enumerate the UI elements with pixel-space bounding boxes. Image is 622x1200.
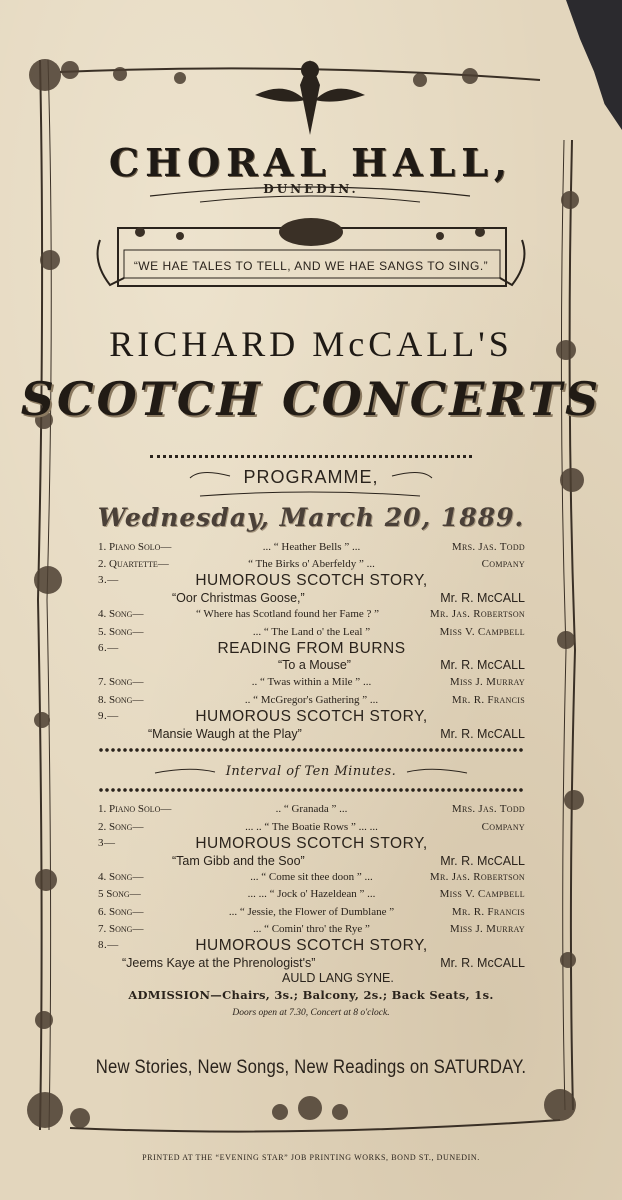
door-times: Doors open at 7.30, Concert at 8 o'clock. bbox=[232, 1008, 390, 1018]
item-performer: Mrs. Jas. Todd bbox=[451, 541, 525, 553]
item-performer: Miss J. Murray bbox=[449, 923, 525, 935]
item-title: ... “ Jessie, the Flower of Dumblane ” bbox=[228, 906, 395, 918]
programme-item bbox=[98, 803, 525, 819]
item-performer: Mr. R. Francis bbox=[451, 906, 525, 918]
item-title: ... “ Come sit thee doon ” ... bbox=[250, 871, 373, 883]
item-title: .. “ Granada ” ... bbox=[275, 803, 348, 815]
item-title: ... ... “ Jock o' Hazeldean ” ... bbox=[247, 888, 376, 900]
programme-item bbox=[98, 541, 525, 557]
programme-item bbox=[98, 871, 525, 887]
story-performer: Mr. R. McCALL bbox=[440, 854, 525, 868]
item-performer: Mr. R. Francis bbox=[451, 694, 525, 706]
saturday-announcement: New Stories, New Songs, New Readings on SATURDAY. bbox=[95, 1057, 527, 1078]
beaded-divider bbox=[98, 747, 525, 753]
item-number: 4. Song— bbox=[98, 871, 144, 883]
item-number: 8. Song— bbox=[98, 694, 144, 706]
heading-text: HUMOROUS SCOTCH STORY, bbox=[195, 572, 428, 589]
item-title: ... “ The Land o' the Leal ” bbox=[252, 626, 371, 638]
beaded-divider bbox=[98, 787, 525, 793]
story-performer: Mr. R. McCALL bbox=[440, 591, 525, 605]
item-number: 2. Quartette— bbox=[98, 558, 169, 570]
item-title: “ Where has Scotland found her Fame ? ” bbox=[195, 608, 380, 620]
heading-text: HUMOROUS SCOTCH STORY, bbox=[195, 937, 428, 954]
concert-date: Wednesday, March 20, 1889. bbox=[97, 503, 525, 532]
item-number: 9.— bbox=[98, 710, 119, 722]
programme-item bbox=[98, 608, 525, 624]
story-performer: Mr. R. McCALL bbox=[440, 658, 525, 672]
story-item bbox=[98, 591, 525, 607]
admission-prices: ADMISSION—Chairs, 3s.; Balcony, 2s.; Back Seats, 1s. bbox=[128, 988, 494, 1002]
story-item bbox=[98, 727, 525, 743]
item-performer: Company bbox=[481, 558, 525, 570]
item-performer: Mr. Jas. Robertson bbox=[429, 871, 525, 883]
item-number: 6.— bbox=[98, 642, 119, 654]
item-performer: Mrs. Jas. Todd bbox=[451, 803, 525, 815]
item-performer: Miss V. Campbell bbox=[439, 888, 525, 900]
item-number: 4. Song— bbox=[98, 608, 144, 620]
event-title: SCOTCH CONCERTS bbox=[20, 372, 602, 426]
item-number: 3— bbox=[98, 837, 116, 849]
story-item bbox=[98, 658, 525, 674]
story-performer: Mr. R. McCALL bbox=[440, 956, 525, 970]
item-number: 6. Song— bbox=[98, 906, 144, 918]
story-title: “Mansie Waugh at the Play” bbox=[148, 727, 302, 741]
venue-title: CHORAL HALL, bbox=[108, 140, 514, 185]
item-performer: Mr. Jas. Robertson bbox=[429, 608, 525, 620]
printer-imprint: PRINTED AT THE “EVENING STAR” JOB PRINTING WORKS, BOND ST., DUNEDIN. bbox=[142, 1153, 480, 1162]
story-title: “To a Mouse” bbox=[278, 658, 351, 672]
dotted-divider bbox=[150, 455, 472, 458]
story-title: “Oor Christmas Goose,” bbox=[172, 591, 305, 605]
item-number: 7. Song— bbox=[98, 923, 144, 935]
presenter-name: RICHARD McCALL'S bbox=[109, 324, 513, 364]
programme-item bbox=[98, 676, 525, 692]
heading-text: READING FROM BURNS bbox=[217, 640, 406, 657]
heading-text: HUMOROUS SCOTCH STORY, bbox=[195, 708, 428, 725]
item-number: 2. Song— bbox=[98, 821, 144, 833]
item-number: 1. Piano Solo— bbox=[98, 541, 172, 553]
programme-item bbox=[98, 906, 525, 922]
story-title: “Jeems Kaye at the Phrenologist's” bbox=[122, 956, 316, 970]
item-performer: Miss V. Campbell bbox=[439, 626, 525, 638]
closing-song: AULD LANG SYNE. bbox=[282, 971, 394, 985]
item-title: ... “ Comin' thro' the Rye ” bbox=[253, 923, 370, 935]
item-title: ... .. “ The Boatie Rows ” ... ... bbox=[245, 821, 378, 833]
venue-city: DUNEDIN. bbox=[263, 182, 359, 196]
item-number: 3.— bbox=[98, 574, 119, 586]
item-title: .. “ Twas within a Mile ” ... bbox=[251, 676, 372, 688]
item-number: 8.— bbox=[98, 939, 119, 951]
item-number: 5. Song— bbox=[98, 626, 144, 638]
story-item bbox=[98, 956, 525, 972]
interval-notice: Interval of Ten Minutes. bbox=[225, 764, 397, 779]
programme-label: PROGRAMME, bbox=[243, 467, 379, 487]
item-number: 5 Song— bbox=[98, 888, 141, 900]
item-title: ... “ Heather Bells ” ... bbox=[262, 541, 361, 553]
heading-text: HUMOROUS SCOTCH STORY, bbox=[195, 835, 428, 852]
story-performer: Mr. R. McCALL bbox=[440, 727, 525, 741]
item-performer: Miss J. Murray bbox=[449, 676, 525, 688]
story-item bbox=[98, 854, 525, 870]
item-number: 7. Song— bbox=[98, 676, 144, 688]
item-title: “ The Birks o' Aberfeldy ” ... bbox=[248, 558, 375, 570]
story-title: “Tam Gibb and the Soo” bbox=[172, 854, 305, 868]
motto-banner: “WE HAE TALES TO TELL, AND WE HAE SANGS TO SING.” bbox=[133, 259, 489, 273]
item-number: 1. Piano Solo— bbox=[98, 803, 172, 815]
programme-item bbox=[98, 888, 525, 904]
closing-item bbox=[98, 971, 525, 987]
item-title: .. “ McGregor's Gathering ” ... bbox=[244, 694, 379, 706]
item-performer: Company bbox=[481, 821, 525, 833]
